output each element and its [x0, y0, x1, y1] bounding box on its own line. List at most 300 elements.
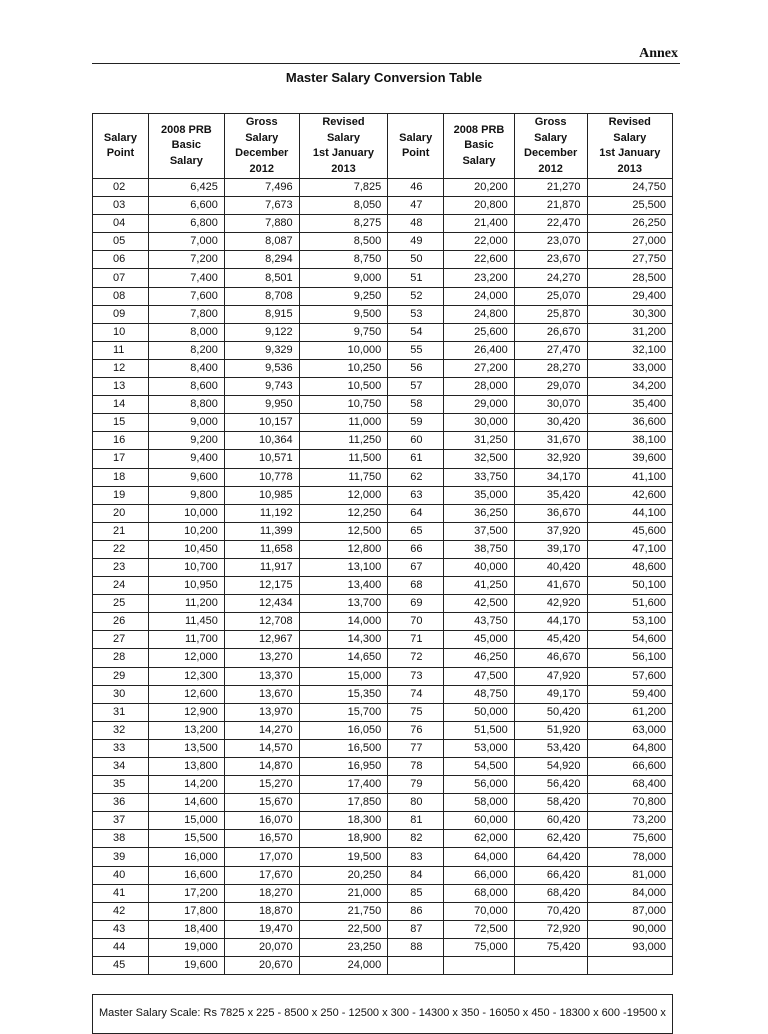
table-cell: 38,750 [444, 540, 515, 558]
table-cell: 52 [388, 287, 444, 305]
table-cell: 14,570 [224, 739, 299, 757]
table-row [93, 179, 673, 197]
table-cell: 20,200 [444, 179, 515, 197]
table-cell: 51 [388, 269, 444, 287]
table-cell: 11,399 [224, 522, 299, 540]
table-cell: 29,070 [514, 378, 587, 396]
table-cell: 31,200 [587, 323, 672, 341]
table-row [93, 468, 673, 486]
table-cell: 05 [93, 233, 149, 251]
table-cell: 9,800 [148, 486, 224, 504]
table-cell: 25,070 [514, 287, 587, 305]
table-row [93, 414, 673, 432]
table-cell: 19,470 [224, 920, 299, 938]
table-cell: 83 [388, 848, 444, 866]
header-cell: Salary Point [388, 114, 444, 179]
table-cell: 17,070 [224, 848, 299, 866]
table-cell: 61 [388, 450, 444, 468]
table-cell: 29 [93, 667, 149, 685]
table-cell: 25,500 [587, 197, 672, 215]
table-row [93, 540, 673, 558]
table-cell: 21,750 [299, 902, 388, 920]
table-cell: 8,275 [299, 215, 388, 233]
table-row [93, 613, 673, 631]
table-cell: 42,600 [587, 486, 672, 504]
table-cell: 8,708 [224, 287, 299, 305]
table-cell: 14,200 [148, 776, 224, 794]
table-cell: 8,600 [148, 378, 224, 396]
table-cell: 80 [388, 794, 444, 812]
table-cell: 10,000 [148, 504, 224, 522]
table-cell: 15,270 [224, 776, 299, 794]
table-cell: 06 [93, 251, 149, 269]
table-cell: 23,670 [514, 251, 587, 269]
table-cell: 32,500 [444, 450, 515, 468]
table-cell: 34,200 [587, 378, 672, 396]
table-cell: 13,100 [299, 558, 388, 576]
table-cell: 54 [388, 323, 444, 341]
table-cell: 63,000 [587, 721, 672, 739]
table-cell: 11,192 [224, 504, 299, 522]
header-cell: 2008 PRB Basic Salary [148, 114, 224, 179]
table-cell: 57 [388, 378, 444, 396]
table-cell: 47,100 [587, 540, 672, 558]
table-cell: 47 [388, 197, 444, 215]
table-cell: 28,500 [587, 269, 672, 287]
table-cell: 20,800 [444, 197, 515, 215]
table-cell: 35,000 [444, 486, 515, 504]
table-cell: 12,000 [148, 649, 224, 667]
table-cell: 7,600 [148, 287, 224, 305]
table-cell: 9,536 [224, 359, 299, 377]
table-cell: 20,070 [224, 938, 299, 956]
table-cell: 15,700 [299, 703, 388, 721]
table-cell: 22,470 [514, 215, 587, 233]
table-cell: 35,420 [514, 486, 587, 504]
table-cell: 72,500 [444, 920, 515, 938]
table-row [93, 450, 673, 468]
table-row [93, 197, 673, 215]
table-cell: 75,420 [514, 938, 587, 956]
table-cell: 37 [93, 812, 149, 830]
table-row [93, 378, 673, 396]
table-cell: 68,000 [444, 884, 515, 902]
table-cell: 50 [388, 251, 444, 269]
table-row [93, 305, 673, 323]
table-cell: 13 [93, 378, 149, 396]
master-salary-scale-note: Master Salary Scale: Rs 7825 x 225 - 8500 x 250 - 12500 x 300 - 14300 x 350 - 16050 x 450 - 18300 x 600 -19500 x [92, 994, 673, 1034]
table-cell: 20,250 [299, 866, 388, 884]
table-cell: 86 [388, 902, 444, 920]
table-cell: 16,000 [148, 848, 224, 866]
table-cell: 18,300 [299, 812, 388, 830]
table-cell: 15 [93, 414, 149, 432]
table-cell: 59 [388, 414, 444, 432]
table-cell [514, 957, 587, 975]
table-cell: 22,600 [444, 251, 515, 269]
table-cell: 8,915 [224, 305, 299, 323]
table-cell: 11,500 [299, 450, 388, 468]
table-cell: 12,434 [224, 595, 299, 613]
table-cell: 27,470 [514, 341, 587, 359]
table-cell: 44 [93, 938, 149, 956]
table-cell: 9,950 [224, 396, 299, 414]
table-row [93, 287, 673, 305]
table-cell: 11,450 [148, 613, 224, 631]
table-cell: 16,500 [299, 739, 388, 757]
table-cell: 16,950 [299, 758, 388, 776]
table-cell: 10,571 [224, 450, 299, 468]
table-cell: 85 [388, 884, 444, 902]
table-cell: 27,000 [587, 233, 672, 251]
table-cell: 13,800 [148, 758, 224, 776]
table-cell: 75 [388, 703, 444, 721]
table-cell: 70,800 [587, 794, 672, 812]
table-cell: 33 [93, 739, 149, 757]
table-cell: 13,200 [148, 721, 224, 739]
table-cell: 14,870 [224, 758, 299, 776]
table-cell: 12 [93, 359, 149, 377]
table-cell: 12,708 [224, 613, 299, 631]
table-cell: 70 [388, 613, 444, 631]
table-cell: 11 [93, 341, 149, 359]
table-cell: 40,000 [444, 558, 515, 576]
table-cell: 7,496 [224, 179, 299, 197]
table-cell: 36,600 [587, 414, 672, 432]
table-cell: 14,300 [299, 631, 388, 649]
table-cell: 64 [388, 504, 444, 522]
table-cell: 02 [93, 179, 149, 197]
table-cell: 37,920 [514, 522, 587, 540]
table-row [93, 269, 673, 287]
table-row [93, 558, 673, 576]
table-cell: 12,250 [299, 504, 388, 522]
table-cell: 70,420 [514, 902, 587, 920]
table-cell: 53 [388, 305, 444, 323]
table-cell: 12,900 [148, 703, 224, 721]
table-cell: 87,000 [587, 902, 672, 920]
table-cell: 65 [388, 522, 444, 540]
table-cell: 8,000 [148, 323, 224, 341]
table-cell: 14 [93, 396, 149, 414]
table-cell: 9,500 [299, 305, 388, 323]
table-cell: 66,600 [587, 758, 672, 776]
table-row [93, 758, 673, 776]
table-row [93, 667, 673, 685]
table-cell: 75,000 [444, 938, 515, 956]
table-row [93, 233, 673, 251]
table-cell: 9,122 [224, 323, 299, 341]
table-cell: 10,250 [299, 359, 388, 377]
table-cell: 19,500 [299, 848, 388, 866]
table-cell: 30,070 [514, 396, 587, 414]
table-cell: 16,600 [148, 866, 224, 884]
table-cell: 16,070 [224, 812, 299, 830]
table-cell: 75,600 [587, 830, 672, 848]
table-cell: 17,400 [299, 776, 388, 794]
table-cell: 36,670 [514, 504, 587, 522]
table-cell: 53,420 [514, 739, 587, 757]
table-row [93, 522, 673, 540]
table-cell: 56,100 [587, 649, 672, 667]
table-cell: 53,100 [587, 613, 672, 631]
table-row [93, 432, 673, 450]
table-cell: 10,778 [224, 468, 299, 486]
table-cell: 64,420 [514, 848, 587, 866]
table-cell: 28,000 [444, 378, 515, 396]
table-cell: 40 [93, 866, 149, 884]
table-cell: 54,920 [514, 758, 587, 776]
table-cell: 7,800 [148, 305, 224, 323]
table-row [93, 739, 673, 757]
table-cell: 31 [93, 703, 149, 721]
table-cell: 77 [388, 739, 444, 757]
table-cell: 17,850 [299, 794, 388, 812]
table-cell: 15,000 [299, 667, 388, 685]
table-cell: 30,420 [514, 414, 587, 432]
table-cell: 21,270 [514, 179, 587, 197]
table-cell: 48,750 [444, 685, 515, 703]
table-cell: 17,200 [148, 884, 224, 902]
header-cell: Revised Salary 1st January 2013 [299, 114, 388, 179]
table-cell: 71 [388, 631, 444, 649]
table-row [93, 920, 673, 938]
table-cell: 8,400 [148, 359, 224, 377]
table-cell: 49,170 [514, 685, 587, 703]
table-cell: 62,420 [514, 830, 587, 848]
table-cell: 39,170 [514, 540, 587, 558]
table-cell: 16,570 [224, 830, 299, 848]
table-cell: 30,300 [587, 305, 672, 323]
table-cell: 34 [93, 758, 149, 776]
table-cell: 36 [93, 794, 149, 812]
table-cell: 14,270 [224, 721, 299, 739]
table-cell: 22,000 [444, 233, 515, 251]
table-cell: 10,000 [299, 341, 388, 359]
table-cell: 24,750 [587, 179, 672, 197]
table-cell: 12,800 [299, 540, 388, 558]
table-cell: 68 [388, 577, 444, 595]
table-cell: 47,920 [514, 667, 587, 685]
table-cell: 78 [388, 758, 444, 776]
table-cell: 73 [388, 667, 444, 685]
table-row [93, 649, 673, 667]
table-cell: 27,200 [444, 359, 515, 377]
table-cell: 9,000 [148, 414, 224, 432]
table-cell: 12,000 [299, 486, 388, 504]
table-row [93, 215, 673, 233]
table-cell: 64,800 [587, 739, 672, 757]
table-cell: 25,870 [514, 305, 587, 323]
table-cell: 79 [388, 776, 444, 794]
table-row [93, 323, 673, 341]
table-cell: 14,650 [299, 649, 388, 667]
table-row [93, 957, 673, 975]
table-cell: 84 [388, 866, 444, 884]
table-cell: 61,200 [587, 703, 672, 721]
table-cell: 54,500 [444, 758, 515, 776]
table-cell: 27,750 [587, 251, 672, 269]
table-cell: 28,270 [514, 359, 587, 377]
table-cell: 23 [93, 558, 149, 576]
table-cell: 15,670 [224, 794, 299, 812]
table-cell: 15,000 [148, 812, 224, 830]
table-row [93, 830, 673, 848]
table-cell: 9,400 [148, 450, 224, 468]
table-cell: 10,364 [224, 432, 299, 450]
table-cell: 69 [388, 595, 444, 613]
table-cell: 54,600 [587, 631, 672, 649]
table-cell: 23,200 [444, 269, 515, 287]
table-cell: 10,500 [299, 378, 388, 396]
table-cell: 21,400 [444, 215, 515, 233]
table-cell: 19,600 [148, 957, 224, 975]
table-cell: 32,920 [514, 450, 587, 468]
table-cell: 18,270 [224, 884, 299, 902]
table-cell: 38 [93, 830, 149, 848]
table-row [93, 396, 673, 414]
table-cell: 03 [93, 197, 149, 215]
table-cell: 29,000 [444, 396, 515, 414]
table-cell: 41 [93, 884, 149, 902]
table-cell: 13,670 [224, 685, 299, 703]
table-cell: 62,000 [444, 830, 515, 848]
table-cell: 18,900 [299, 830, 388, 848]
table-cell: 19,000 [148, 938, 224, 956]
table-cell: 63 [388, 486, 444, 504]
table-cell: 14,600 [148, 794, 224, 812]
header-rule [92, 63, 680, 64]
table-row [93, 341, 673, 359]
table-cell: 44,100 [587, 504, 672, 522]
table-cell: 22 [93, 540, 149, 558]
table-row [93, 251, 673, 269]
table-row [93, 595, 673, 613]
table-cell: 17 [93, 450, 149, 468]
table-row [93, 938, 673, 956]
table-cell: 72 [388, 649, 444, 667]
table-cell: 29,400 [587, 287, 672, 305]
table-cell: 6,800 [148, 215, 224, 233]
table-cell: 50,420 [514, 703, 587, 721]
table-cell: 25,600 [444, 323, 515, 341]
table-cell: 45 [93, 957, 149, 975]
table-cell: 27 [93, 631, 149, 649]
table-cell: 12,300 [148, 667, 224, 685]
table-cell: 7,200 [148, 251, 224, 269]
table-row [93, 848, 673, 866]
table-cell: 30 [93, 685, 149, 703]
table-cell: 7,400 [148, 269, 224, 287]
table-cell: 7,673 [224, 197, 299, 215]
table-cell: 18,400 [148, 920, 224, 938]
table-cell: 8,087 [224, 233, 299, 251]
table-cell: 36,250 [444, 504, 515, 522]
table-cell: 24,270 [514, 269, 587, 287]
table-cell: 24 [93, 577, 149, 595]
table-cell: 88 [388, 938, 444, 956]
table-cell: 56,420 [514, 776, 587, 794]
table-cell: 68,420 [514, 884, 587, 902]
table-cell: 9,750 [299, 323, 388, 341]
table-cell: 33,750 [444, 468, 515, 486]
table-cell: 73,200 [587, 812, 672, 830]
table-cell: 37,500 [444, 522, 515, 540]
table-cell: 04 [93, 215, 149, 233]
annex-label: Annex [639, 46, 678, 61]
table-cell: 44,170 [514, 613, 587, 631]
table-cell [388, 957, 444, 975]
table-cell: 41,670 [514, 577, 587, 595]
table-cell: 11,000 [299, 414, 388, 432]
table-cell: 67 [388, 558, 444, 576]
table-cell: 34,170 [514, 468, 587, 486]
table-cell: 26 [93, 613, 149, 631]
table-cell: 48,600 [587, 558, 672, 576]
table-cell: 6,425 [148, 179, 224, 197]
table-cell: 45,420 [514, 631, 587, 649]
table-cell: 42,920 [514, 595, 587, 613]
table-row [93, 685, 673, 703]
table-row [93, 703, 673, 721]
table-cell: 7,000 [148, 233, 224, 251]
table-cell: 25 [93, 595, 149, 613]
table-cell: 10,950 [148, 577, 224, 595]
salary-conversion-table [92, 113, 673, 975]
table-cell: 20 [93, 504, 149, 522]
table-cell: 24,800 [444, 305, 515, 323]
table-cell: 11,658 [224, 540, 299, 558]
table-cell: 58,420 [514, 794, 587, 812]
table-cell: 15,500 [148, 830, 224, 848]
table-cell: 53,000 [444, 739, 515, 757]
table-cell: 72,920 [514, 920, 587, 938]
header-cell: Revised Salary 1st January 2013 [587, 114, 672, 179]
table-cell: 31,250 [444, 432, 515, 450]
table-cell: 66,000 [444, 866, 515, 884]
table-cell: 08 [93, 287, 149, 305]
table-cell: 51,920 [514, 721, 587, 739]
header-cell: 2008 PRB Basic Salary [444, 114, 515, 179]
table-row [93, 794, 673, 812]
table-cell: 15,350 [299, 685, 388, 703]
table-cell: 42 [93, 902, 149, 920]
table-cell: 62 [388, 468, 444, 486]
table-cell: 47,500 [444, 667, 515, 685]
table-cell: 11,750 [299, 468, 388, 486]
table-cell: 81 [388, 812, 444, 830]
table-cell: 57,600 [587, 667, 672, 685]
table-cell: 26,400 [444, 341, 515, 359]
table-cell [444, 957, 515, 975]
table-row [93, 486, 673, 504]
table-row [93, 359, 673, 377]
table-cell: 46 [388, 179, 444, 197]
table-cell: 18 [93, 468, 149, 486]
table-cell: 22,500 [299, 920, 388, 938]
table-cell: 17,670 [224, 866, 299, 884]
table-cell: 07 [93, 269, 149, 287]
table-cell: 16 [93, 432, 149, 450]
table-cell: 10,200 [148, 522, 224, 540]
table-cell: 13,970 [224, 703, 299, 721]
table-cell: 32 [93, 721, 149, 739]
table-cell: 33,000 [587, 359, 672, 377]
table-cell: 46,670 [514, 649, 587, 667]
table-cell: 40,420 [514, 558, 587, 576]
header-cell: Gross Salary December 2012 [514, 114, 587, 179]
table-cell: 64,000 [444, 848, 515, 866]
